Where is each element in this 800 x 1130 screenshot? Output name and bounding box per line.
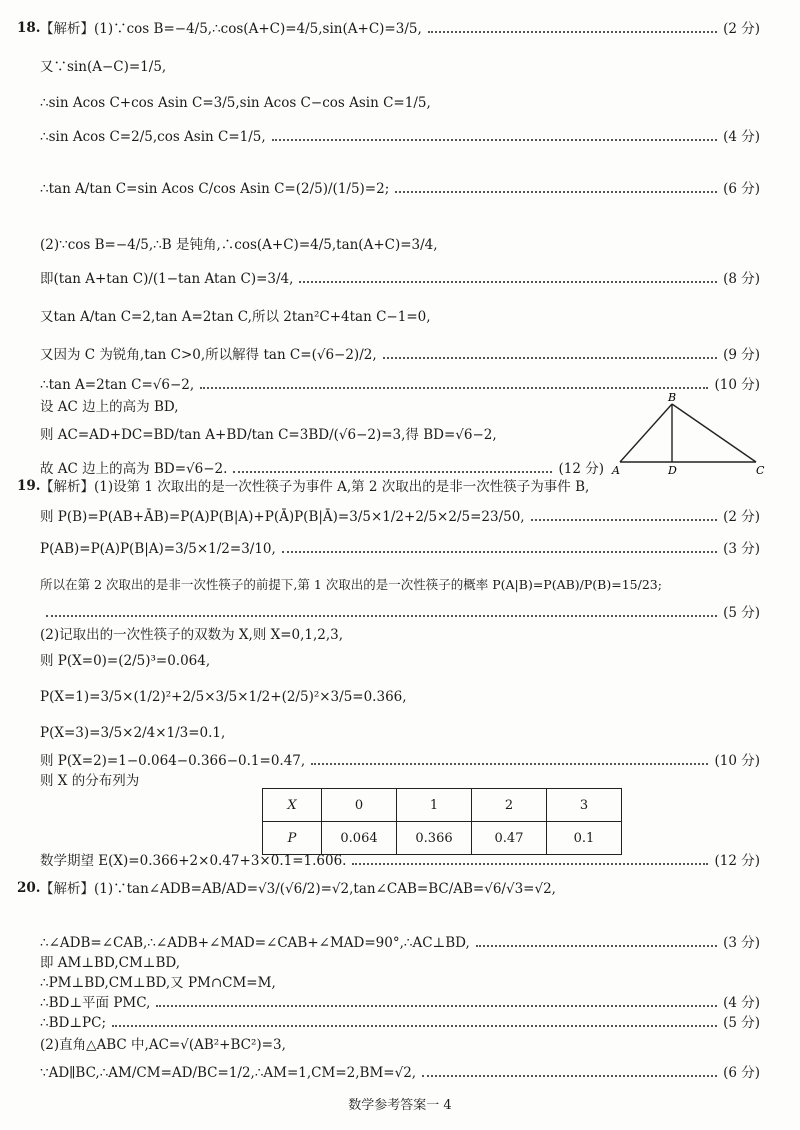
table-cell: 0.47 bbox=[472, 822, 547, 855]
q18-line-2: 又∵sin(A−C)=1/5, bbox=[40, 59, 167, 75]
score-mark: (9 分) bbox=[723, 347, 760, 363]
q18-line-9: 又因为 C 为锐角,tan C>0,所以解得 tan C=(√6−2)/2, (9 分) bbox=[40, 347, 760, 363]
vertex-label-a: A bbox=[612, 464, 620, 476]
score-mark: (5 分) bbox=[723, 1015, 760, 1031]
score-mark: (8 分) bbox=[723, 271, 760, 287]
q20-line-1: 【解析】(1)∵tan∠ADB=AB/AD=√3/(√6/2)=√2,tan∠CAB=BC/AB=√6/√3=√2, bbox=[40, 881, 556, 897]
q20-line-3: 即 AM⊥BD,CM⊥BD, bbox=[40, 955, 181, 971]
vertex-label-c: C bbox=[756, 464, 765, 476]
q19-line-2: 则 P(B)=P(AB+ĀB)=P(A)P(B|A)+P(Ā)P(B|Ā)=3/5×1/2+2/5×2/5=23/50, (2 分) bbox=[40, 509, 760, 525]
score-mark: (4 分) bbox=[723, 129, 760, 145]
score-mark: (4 分) bbox=[723, 995, 760, 1011]
q18-line-12: 则 AC=AD+DC=BD/tan A+BD/tan C=3BD/(√6−2)=3,得 BD=√6−2, bbox=[40, 427, 497, 443]
q19-line-6: (2)记取出的一次性筷子的双数为 X,则 X=0,1,2,3, bbox=[40, 627, 344, 643]
table-cell: 2 bbox=[472, 789, 547, 822]
distribution-table bbox=[262, 788, 622, 855]
score-mark: (5 分) bbox=[723, 605, 760, 621]
question-19-number: 19. bbox=[17, 478, 41, 494]
score-mark: (2 分) bbox=[723, 21, 760, 37]
page-footer: 数学参考答案一 4 bbox=[348, 1098, 452, 1113]
q18-line-3: ∴sin Acos C+cos Asin C=3/5,sin Acos C−cos Asin C=1/5, bbox=[40, 95, 431, 111]
q19-line-7: 则 P(X=0)=(2/5)³=0.064, bbox=[40, 653, 211, 669]
q19-line-3: P(AB)=P(A)P(B|A)=3/5×1/2=3/10, (3 分) bbox=[40, 541, 760, 557]
q19-line-4: 所以在第 2 次取出的是非一次性筷子的前提下,第 1 次取出的是一次性筷子的概率 P(A|B)=P(AB)/P(B)=15/23; bbox=[40, 577, 662, 592]
table-cell: 1 bbox=[397, 789, 472, 822]
q20-line-8: ∵AD∥BC,∴AM/CM=AD/BC=1/2,∴AM=1,CM=2,BM=√2, (6 分) bbox=[40, 1065, 760, 1081]
q18-line-6: (2)∵cos B=−4/5,∴B 是钝角,∴cos(A+C)=4/5,tan(A+C)=3/4, bbox=[40, 237, 438, 253]
triangle-figure bbox=[610, 392, 770, 476]
table-cell: 0.366 bbox=[397, 822, 472, 855]
q19-line-10: 则 P(X=2)=1−0.064−0.366−0.1=0.47, (10 分) bbox=[40, 753, 760, 769]
table-cell: P bbox=[263, 822, 322, 855]
q18-line-10: ∴tan A=2tan C=√6−2, (10 分) bbox=[40, 377, 760, 393]
q19-line-9: P(X=3)=3/5×2/4×1/3=0.1, bbox=[40, 725, 226, 741]
side-ab bbox=[620, 404, 672, 462]
score-mark: (3 分) bbox=[723, 541, 760, 557]
table-cell: X bbox=[263, 789, 322, 822]
table-row bbox=[263, 822, 622, 855]
vertex-label-b: B bbox=[668, 392, 677, 404]
q20-line-7: (2)直角△ABC 中,AC=√(AB²+BC²)=3, bbox=[40, 1037, 286, 1053]
score-mark: (10 分) bbox=[714, 753, 760, 769]
table-cell: 0 bbox=[322, 789, 397, 822]
score-mark: (12 分) bbox=[558, 461, 604, 477]
q19-line-5 bbox=[40, 604, 760, 622]
table-header-row bbox=[263, 789, 622, 822]
q18-line-1: 【解析】(1)∵cos B=−4/5,∴cos(A+C)=4/5,sin(A+C)=3/5, (2 分) bbox=[40, 21, 760, 37]
q20-line-6: ∴BD⊥PC; (5 分) bbox=[40, 1015, 760, 1031]
question-18-number: 18. bbox=[17, 20, 41, 36]
q18-line-8: 又tan A/tan C=2,tan A=2tan C,所以 2tan²C+4tan C−1=0, bbox=[40, 309, 431, 325]
score-mark: (6 分) bbox=[723, 181, 760, 197]
q20-line-5: ∴BD⊥平面 PMC, (4 分) bbox=[40, 995, 760, 1011]
q18-line-4: ∴sin Acos C=2/5,cos Asin C=1/5, (4 分) bbox=[40, 129, 760, 145]
vertex-label-d: D bbox=[668, 464, 677, 476]
score-mark: (2 分) bbox=[723, 509, 760, 525]
score-mark: (3 分) bbox=[723, 935, 760, 951]
question-20-number: 20. bbox=[17, 880, 41, 896]
q19-line-1: 【解析】(1)设第 1 次取出的是一次性筷子为事件 A,第 2 次取出的是非一次性筷子为事件 B, bbox=[40, 479, 590, 495]
side-bc bbox=[672, 404, 756, 462]
q19-line-11: 则 X 的分布列为 bbox=[40, 773, 140, 789]
q18-line-7: 即(tan A+tan C)/(1−tan Atan C)=3/4, (8 分) bbox=[40, 271, 760, 287]
q18-line-13: 故 AC 边上的高为 BD=√6−2. (12 分) bbox=[40, 461, 604, 477]
score-mark: (6 分) bbox=[723, 1065, 760, 1081]
q20-line-2: ∴∠ADB=∠CAB,∴∠ADB+∠MAD=∠CAB+∠MAD=90°,∴AC⊥BD, (3 分) bbox=[40, 935, 760, 951]
score-mark: (10 分) bbox=[714, 377, 760, 393]
q20-line-4: ∴PM⊥BD,CM⊥BD,又 PM∩CM=M, bbox=[40, 975, 276, 991]
table-cell: 0.064 bbox=[322, 822, 397, 855]
table-cell: 3 bbox=[547, 789, 622, 822]
q18-line-5: ∴tan A/tan C=sin Acos C/cos Asin C=(2/5)/(1/5)=2; (6 分) bbox=[40, 181, 760, 197]
q19-line-8: P(X=1)=3/5×(1/2)²+2/5×3/5×1/2+(2/5)²×3/5=0.366, bbox=[40, 689, 407, 705]
table-cell: 0.1 bbox=[547, 822, 622, 855]
score-mark: (12 分) bbox=[714, 853, 760, 869]
q18-line-11: 设 AC 边上的高为 BD, bbox=[40, 399, 179, 415]
q19-expectation: 数学期望 E(X)=0.366+2×0.47+3×0.1=1.606. (12 分) bbox=[40, 853, 760, 869]
